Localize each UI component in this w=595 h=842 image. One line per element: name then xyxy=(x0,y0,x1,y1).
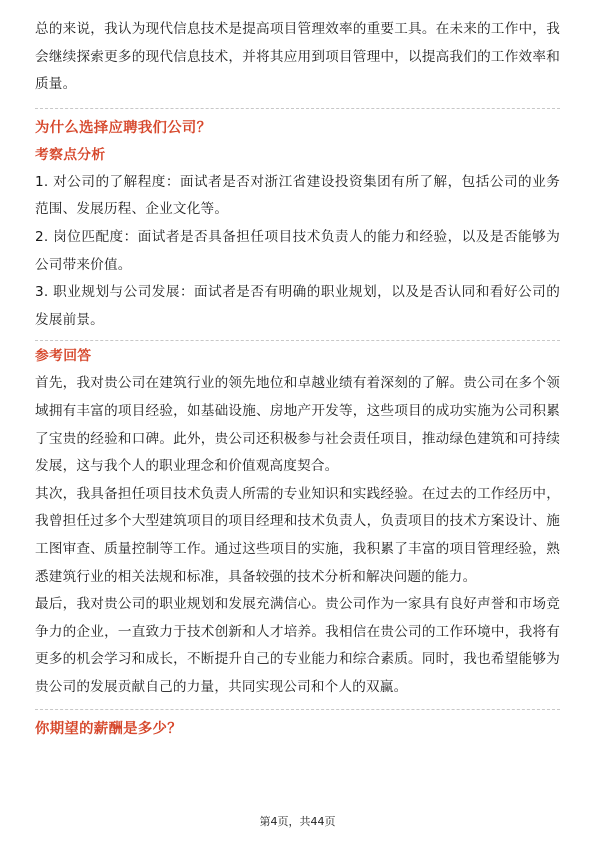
answer-heading: 参考回答 xyxy=(35,348,92,365)
intro-paragraph: 总的来说，我认为现代信息技术是提高项目管理效率的重要工具。在未来的工作中，我会继续探索更多的现代信息技术，并将其应用到项目管理中，以提高我们的工作效率和质量。 xyxy=(35,21,560,93)
answer-paragraph: 其次，我具备担任项目技术负责人所需的专业知识和实践经验。在过去的工作经历中，我曾担任过多个大型建筑项目的项目经理和技术负责人，负责项目的技术方案设计、施工图审查、质量控制等工作。通过这些项目的实施，我积累了丰富的项目管理经验，熟悉建筑行业的相关法规和标准，具备较强的技术分析和解决问题的能力。 xyxy=(35,485,560,585)
analysis-item: 3. 职业规划与公司发展：面试者是否有明确的职业规划，以及是否认同和看好公司的发展前景。 xyxy=(35,284,560,328)
answer-paragraph: 首先，我对贵公司在建筑行业的领先地位和卓越业绩有着深刻的了解。贵公司在多个领域拥有丰富的项目经验，如基础设施、房地产开发等，这些项目的成功实施为公司积累了宝贵的经验和口碑。此外，贵公司还积极参与社会责任项目，推动绿色建筑和可持续发展，这与我个人的职业理念和价值观高度契合。 xyxy=(35,375,560,475)
analysis-item: 2. 岗位匹配度：面试者是否具备担任项目技术负责人的能力和经验，以及是否能够为公司带来价值。 xyxy=(35,228,560,273)
section-divider xyxy=(35,709,560,710)
analysis-item: 1. 对公司的了解程度：面试者是否对浙江省建设投资集团有所了解，包括公司的业务范围、发展历程、企业文化等。 xyxy=(35,173,560,218)
question-heading: 为什么选择应聘我们公司？ xyxy=(35,119,212,136)
section-divider xyxy=(35,340,560,341)
document-page xyxy=(35,16,560,743)
page-number: 第4页，共44页 xyxy=(259,815,336,828)
analysis-heading: 考察点分析 xyxy=(35,146,106,163)
section-divider xyxy=(35,108,560,109)
answer-paragraph: 最后，我对贵公司的职业规划和发展充满信心。贵公司作为一家具有良好声誉和市场竞争力的企业，一直致力于技术创新和人才培养。我相信在贵公司的工作环境中，我将有更多的机会学习和成长，不断提升自己的专业能力和综合素质。同时，我也希望能够为贵公司的发展贡献自己的力量，共同实现公司和个人的双赢。 xyxy=(35,596,560,695)
question-heading: 你期望的薪酬是多少？ xyxy=(35,721,182,738)
